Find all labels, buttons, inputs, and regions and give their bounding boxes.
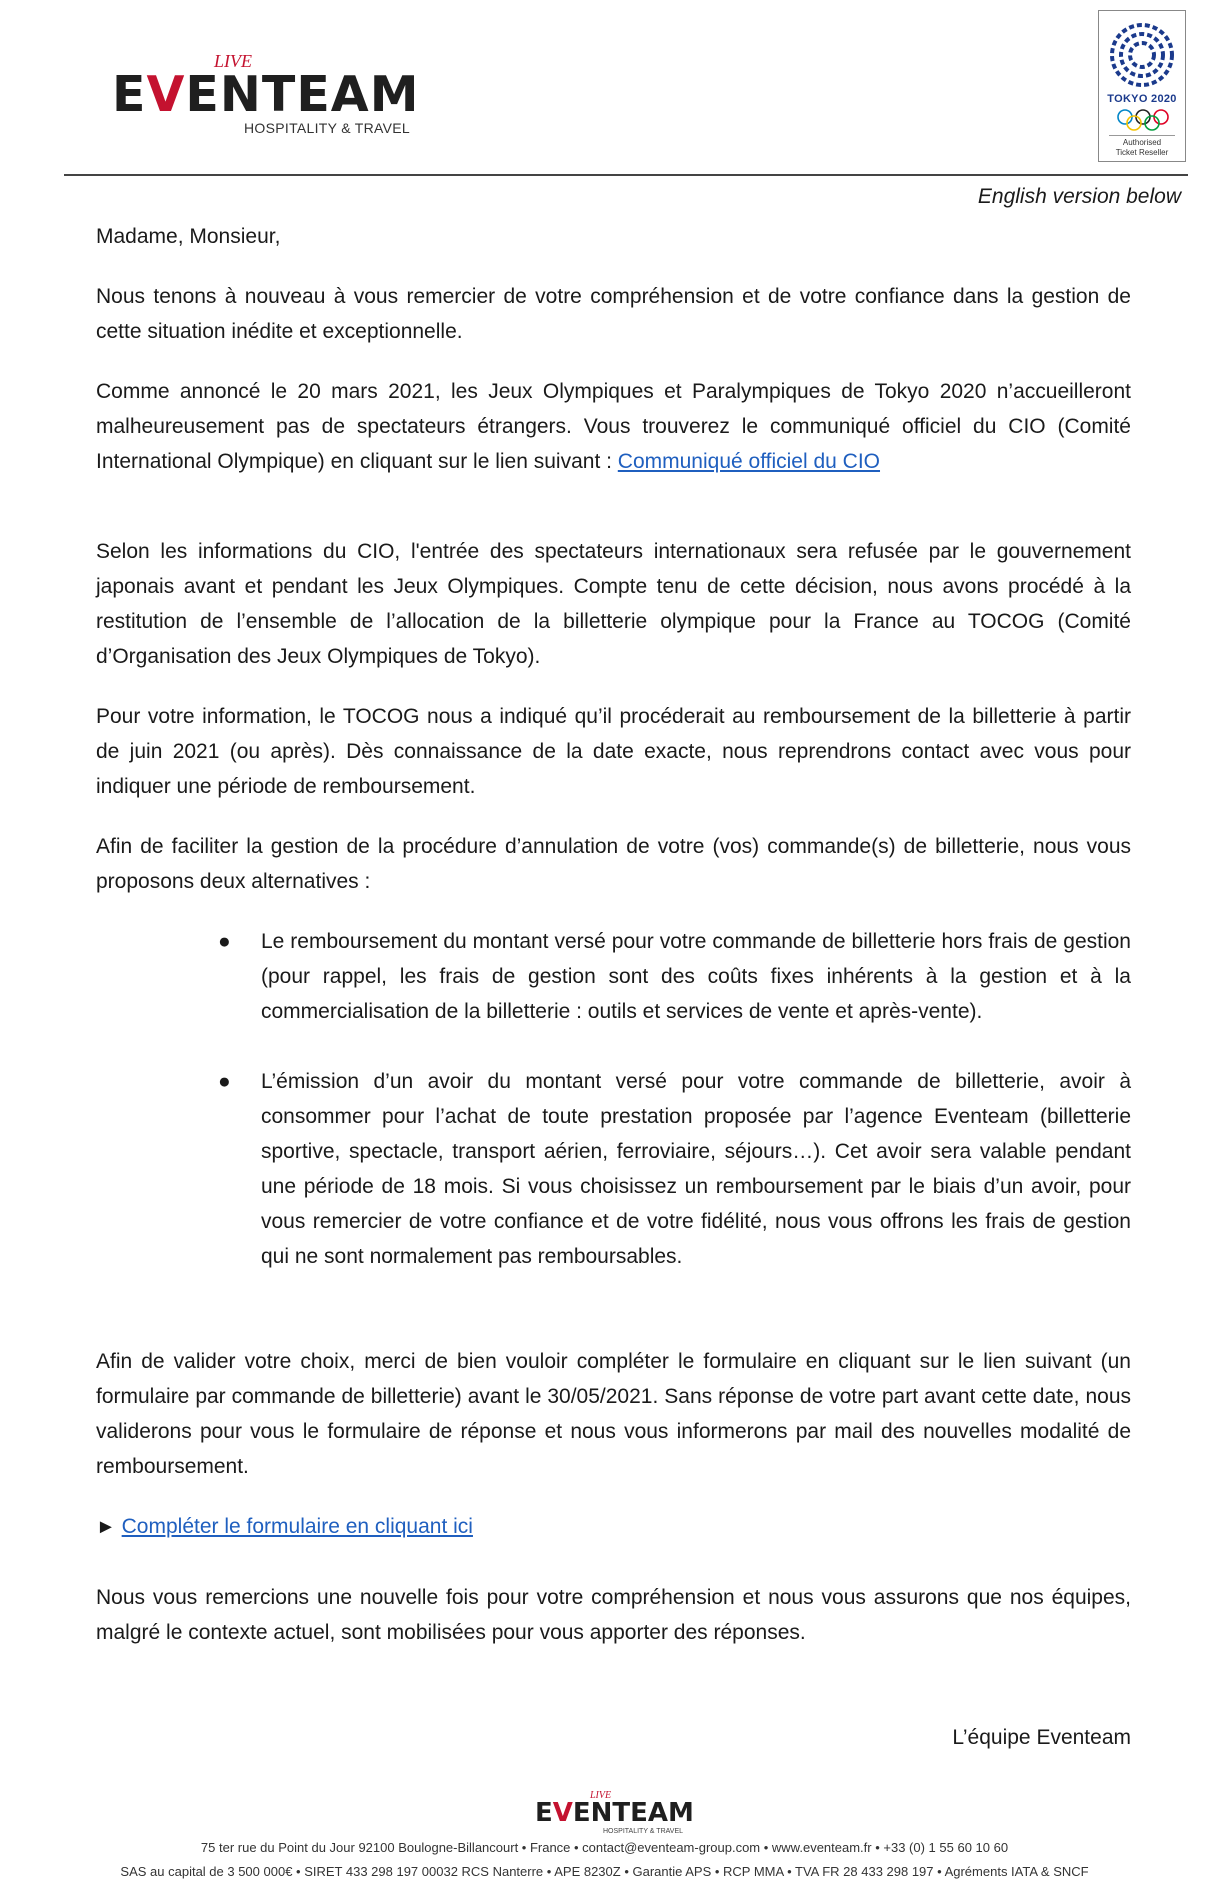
badge-title: TOKYO 2020 bbox=[1107, 93, 1177, 105]
footer-logo-tagline: HOSPITALITY & TRAVEL bbox=[603, 1828, 684, 1835]
english-version-note: English version below bbox=[977, 185, 1181, 208]
paragraph-announcement-text: Comme annoncé le 20 mars 2021, les Jeux Olympiques et Paralympiques de Tokyo 2020 n’accueilleront malheureusement pas de spectateurs étrangers. Vous trouverez le communiqué officiel du CIO (Comité International Olympique) en cliquant sur le lien suivant : bbox=[96, 380, 1131, 473]
complete-form-link[interactable]: Compléter le formulaire en cliquant ici bbox=[121, 1515, 473, 1538]
paragraph-thanks: Nous tenons à nouveau à vous remercier de votre compréhension et de votre confiance dans la gestion de cette situation inédite et exceptionnelle. bbox=[96, 285, 1131, 343]
footer-logo-wordmark: EVENTEAM bbox=[535, 1798, 694, 1828]
list-item bbox=[218, 1064, 1131, 1274]
footer-eventeam-logo bbox=[535, 1790, 715, 1842]
badge-divider bbox=[1109, 135, 1175, 136]
footer-legal: SAS au capital de 3 500 000€ • SIRET 433 298 197 00032 RCS Nanterre • APE 8230Z • Garantie APS • RCP MMA • TVA FR 28 433 298 197 • Agréments IATA & SNCF bbox=[120, 1864, 1089, 1879]
olympic-rings-icon bbox=[1113, 108, 1173, 132]
paragraph-closing: Nous vous remercions une nouvelle fois pour votre compréhension et nous vous assurons que nos équipes, malgré le contexte actuel, sont mobilisées pour vous apporter des réponses. bbox=[96, 1586, 1131, 1644]
badge-caption: Authorised Ticket Reseller bbox=[1115, 138, 1169, 157]
footer-logo-live-text: LIVE bbox=[590, 1790, 612, 1801]
greeting: Madame, Monsieur, bbox=[96, 225, 281, 248]
paragraph-alternatives: Afin de faciliter la gestion de la procédure d’annulation de votre (vos) commande(s) de billetterie, nous vous proposons deux alternatives : bbox=[96, 835, 1131, 893]
paragraph-announcement bbox=[96, 374, 1131, 479]
form-link-line bbox=[96, 1509, 1131, 1545]
footer-address: 75 ter rue du Point du Jour 92100 Boulogne-Billancourt • France • contact@eventeam-group.com • www.eventeam.fr • +33 (0) 1 55 60 10 60 bbox=[200, 1840, 1009, 1855]
paragraph-refund-info: Pour votre information, le TOCOG nous a indiqué qu’il procéderait au remboursement de la billetterie à partir de juin 2021 (ou après). Dès connaissance de la date exacte, nous reprendrons contact avec vous pour indiquer une période de remboursement. bbox=[96, 705, 1131, 798]
option-refund-text: Le remboursement du montant versé pour votre commande de billetterie hors frais de gestion (pour rappel, les frais de gestion sont des coûts fixes inhérents à la gestion et à la commercialisation de la billetterie : outils et services de vente et après-vente). bbox=[261, 930, 1131, 1023]
logo-tagline: HOSPITALITY & TRAVEL bbox=[244, 120, 411, 136]
logo-wordmark: EVENTEAM bbox=[112, 66, 420, 123]
logo-live-text: LIVE bbox=[214, 51, 252, 71]
cio-statement-link[interactable]: Communiqué officiel du CIO bbox=[617, 450, 881, 473]
tokyo-2020-emblem-icon bbox=[1107, 21, 1177, 89]
pointer-arrow-icon: ► bbox=[96, 1516, 116, 1538]
option-credit-text: L’émission d’un avoir du montant versé pour votre commande de billetterie, avoir à consommer pour l’achat de toute prestation proposée par l’agence Eventeam (billetterie sportive, spectacle, transport aérien, ferroviaire, séjours…). Cet avoir sera valable pendant une période de 18 mois. Si vous choisissez un remboursement par le biais d’un avoir, pour vous remercier de votre confiance et de votre fidélité, nous vous offrons les frais de gestion qui ne sont normalement pas remboursables. bbox=[261, 1070, 1131, 1268]
paragraph-validate-choice: Afin de valider votre choix, merci de bien vouloir compléter le formulaire en cliquant sur le lien suivant (un formulaire par commande de billetterie) avant le 30/05/2021. Sans réponse de votre part avant cette date, nous validerons pour vous le formulaire de réponse et nous vous informerons par mail des nouvelles modalité de remboursement. bbox=[96, 1350, 1131, 1478]
list-item bbox=[218, 924, 1131, 1029]
header-rule bbox=[64, 174, 1188, 176]
eventeam-logo bbox=[112, 48, 442, 148]
bullet-icon: ● bbox=[218, 930, 231, 953]
bullet-icon: ● bbox=[218, 1070, 231, 1093]
paragraph-cio-info: Selon les informations du CIO, l'entrée des spectateurs internationaux sera refusée par le gouvernement japonais avant et pendant les Jeux Olympiques. Compte tenu de cette décision, nous avons procédé à la restitution de l’ensemble de l’allocation de la billetterie olympique pour la France au TOCOG (Comité d’Organisation des Jeux Olympiques de Tokyo). bbox=[96, 540, 1131, 668]
alternatives-list bbox=[96, 924, 1131, 1274]
signature: L’équipe Eventeam bbox=[952, 1726, 1131, 1749]
letter-body bbox=[96, 219, 1131, 1755]
tokyo-2020-reseller-badge bbox=[1098, 10, 1186, 162]
